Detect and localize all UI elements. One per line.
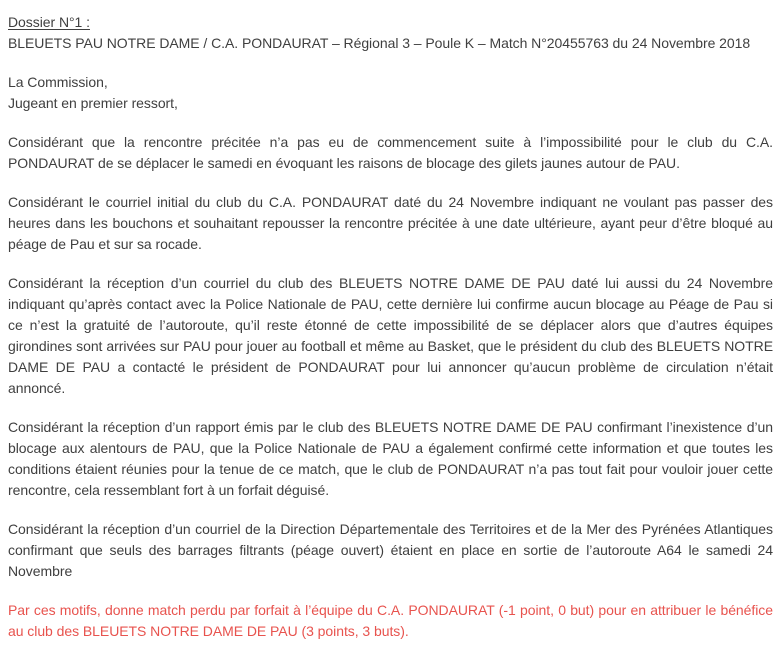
match-title: BLEUETS PAU NOTRE DAME / C.A. PONDAURAT – Régional 3 – Poule K – Match N°20455763 du 24 Novembre 2018	[8, 35, 751, 51]
salutation-line: La Commission,	[8, 74, 108, 90]
ruling-capacity-line: Jugeant en premier ressort,	[8, 95, 178, 111]
dossier-number-heading: Dossier N°1 :	[8, 14, 90, 30]
consideration-paragraph-5: Considérant la réception d’un courriel de la Direction Départementale des Territoires et de la Mer des Pyrénées Atlantiques confirmant que seuls des barrages filtrants (péage ouvert) étaient en place en sortie de l’autoroute A64 le samedi 24 Novembre	[8, 521, 773, 579]
dossier-header	[8, 12, 773, 54]
consideration-paragraph-1: Considérant que la rencontre précitée n’a pas eu de commencement suite à l’impossibilité pour le club du C.A. PONDAURAT de se déplacer le samedi en évoquant les raisons de blocage des gilets jaunes autour de PAU.	[8, 134, 773, 171]
consideration-paragraph-2: Considérant le courriel initial du club du C.A. PONDAURAT daté du 24 Novembre indiquant ne voulant pas passer des heures dans les bouchons et souhaitant repousser la rencontre précitée à une date ultérieure, ayant peur d’être bloqué au péage de Pau et sur sa rocade.	[8, 194, 773, 252]
decision-paragraph: Par ces motifs, donne match perdu par forfait à l’équipe du C.A. PONDAURAT (-1 point, 0 but) pour en attribuer le bénéfice au club des BLEUETS NOTRE DAME DE PAU (3 points, 3 buts).	[8, 602, 773, 639]
consideration-paragraph-3: Considérant la réception d’un courriel du club des BLEUETS NOTRE DAME DE PAU daté lui aussi du 24 Novembre indiquant qu’après contact avec la Police Nationale de PAU, cette dernière lui confirme aucun blocage au Péage de Pau si ce n’est la gratuité de l’autoroute, qu’il reste étonné de cette impossibilité de se déplacer alors que d’autres équipes girondines sont arrivées sur PAU pour jouer au football et même au Basket, que le président du club des BLEUETS NOTRE DAME DE PAU a contacté le président de PONDAURAT pour lui annoncer qu’aucun problème de circulation n’était annoncé.	[8, 275, 773, 396]
consideration-paragraph-4: Considérant la réception d’un rapport émis par le club des BLEUETS NOTRE DAME DE PAU confirmant l’inexistence d’un blocage aux alentours de PAU, que la Police Nationale de PAU a également confirmé cette information et que toutes les conditions étaient réunies pour la tenue de ce match, que le club de PONDAURAT n’a pas tout fait pour vouloir jouer cette rencontre, cela ressemblant fort à un forfait déguisé.	[8, 419, 773, 498]
commission-intro	[8, 72, 773, 114]
